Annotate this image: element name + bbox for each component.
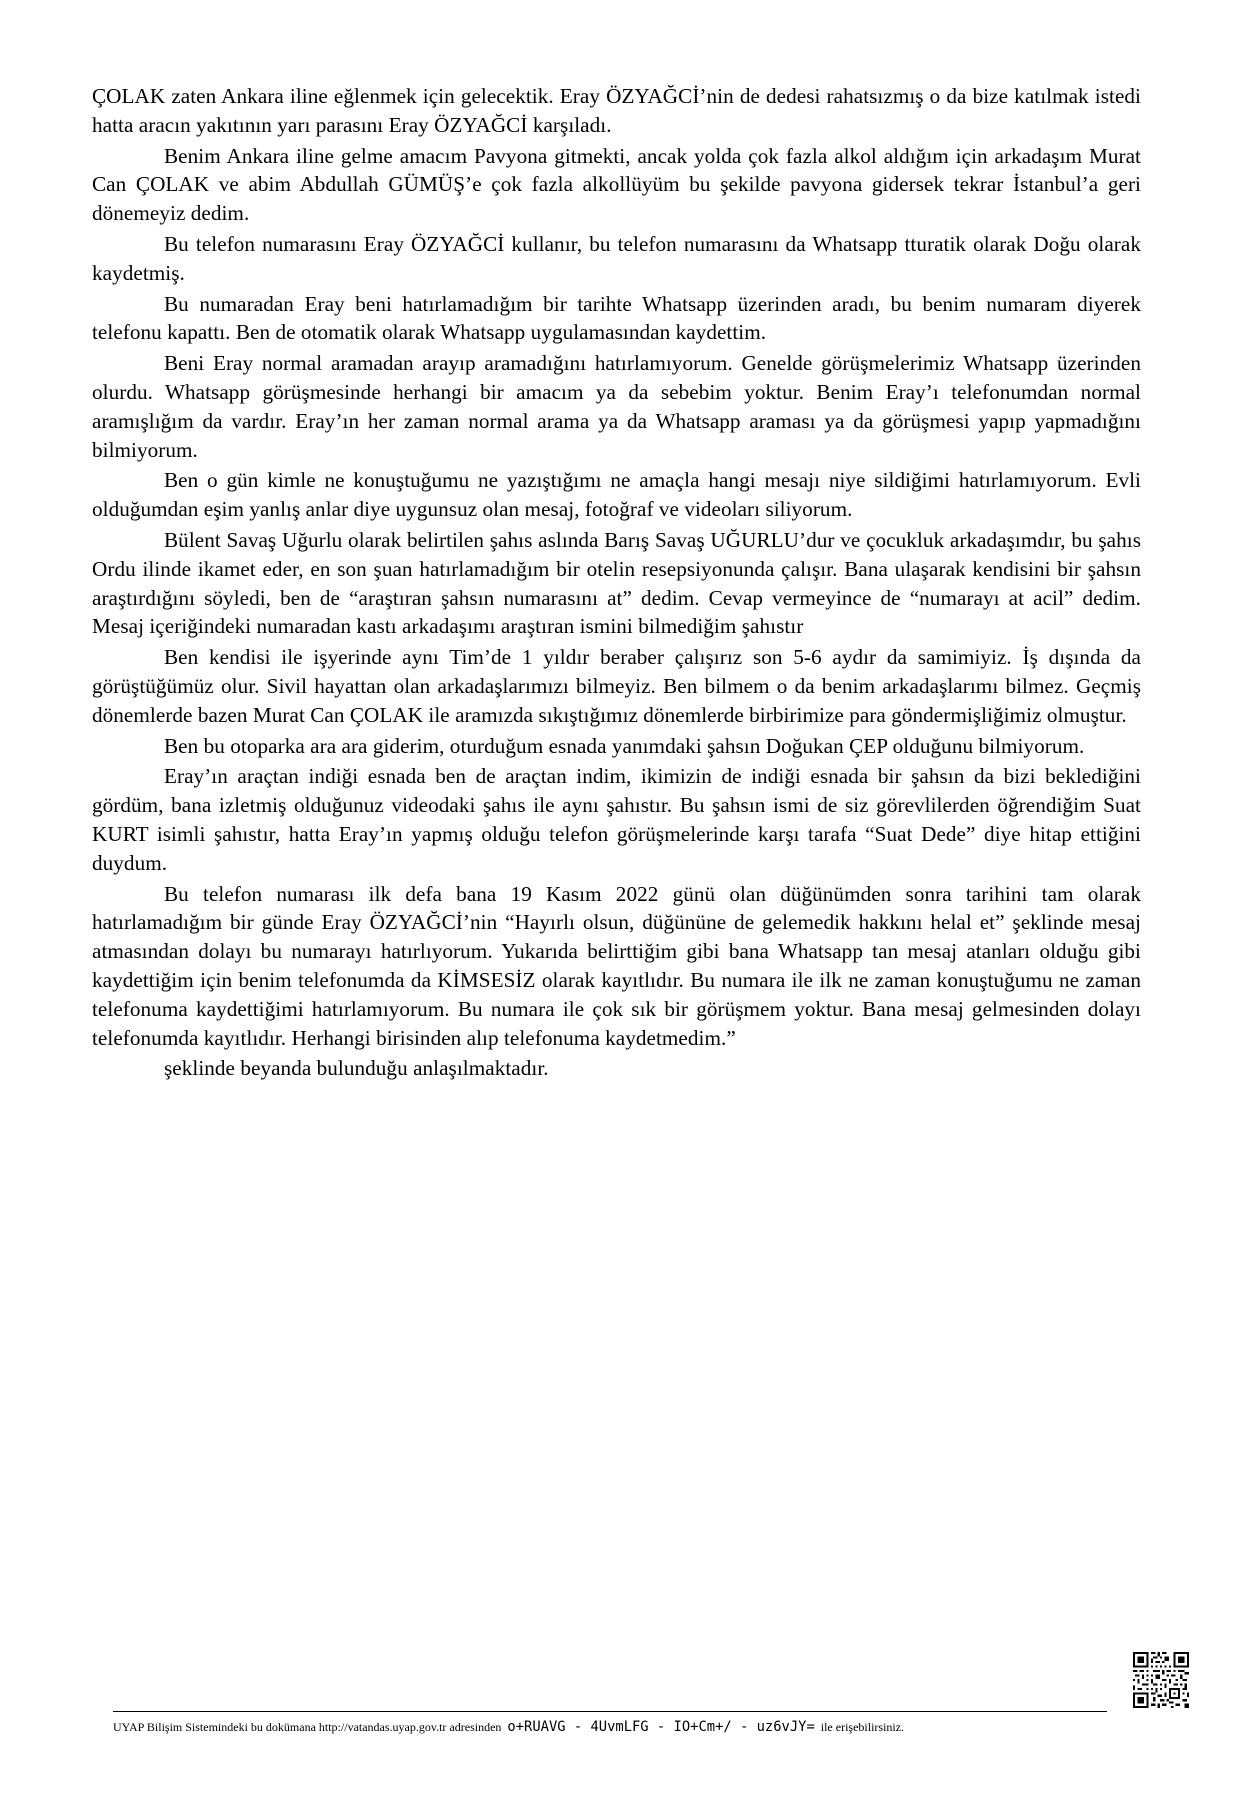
document-verification-code: o+RUAVG - 4UvmLFG - IO+Cm+/ - uz6vJY= [507, 1719, 815, 1735]
paragraph: Bu telefon numarasını Eray ÖZYAĞCİ kullanır, bu telefon numarasını da Whatsapp tturatik olarak Doğu olarak kaydetmiş. [92, 231, 1141, 285]
footer-suffix: ile erişebilirsiniz. [820, 1720, 905, 1734]
paragraph: Bülent Savaş Uğurlu olarak belirtilen şahıs aslında Barış Savaş UĞURLU’dur ve çocukluk arkadaşımdır, bu şahıs Ordu ilinde ikamet eder, en son şuan hatırlamadığım bir otelin resepsiyonunda çalışır. Bana ulaşarak kendisini bir şahsın araştırdığını söyledi, ben de “araştıran şahsın numarasını at” dedim. Cevap vermeyince de “numarayı at acil” dedim. Mesaj içeriğindeki numaradan kastı arkadaşımı araştıran ismini bilmediğim şahıstır [92, 527, 1141, 639]
footer-prefix: UYAP Bilişim Sistemindeki bu dokümana http://vatandas.uyap.gov.tr adresinden [113, 1720, 502, 1734]
document-body [92, 82, 1141, 1085]
footer-divider [113, 1711, 1107, 1712]
paragraph: Ben o gün kimle ne konuştuğumu ne yazıştığımı ne amaçla hangi mesajı niye sildiğimi hatırlamıyorum. Evli olduğumdan eşim yanlış anlar diye uygunsuz olan mesaj, fotoğraf ve videoları siliyorum. [92, 468, 1141, 522]
paragraph: şeklinde beyanda bulunduğu anlaşılmaktadır. [164, 1056, 549, 1081]
paragraph: Benim Ankara iline gelme amacım Pavyona gitmekti, ancak yolda çok fazla alkol aldığım için arkadaşım Murat Can ÇOLAK ve abim Abdullah GÜMÜŞ’e çok fazla alkollüyüm bu şekilde pavyona gidersek tekrar İstanbul’a geri dönemeyiz dedim. [92, 143, 1141, 226]
footer [113, 1719, 1113, 1735]
qr-code-icon [1133, 1652, 1189, 1708]
paragraph: Beni Eray normal aramadan arayıp aramadığını hatırlamıyorum. Genelde görüşmelerimiz Whatsapp üzerinden olurdu. Whatsapp görüşmesinde herhangi bir amacım ya da sebebim yoktur. Benim Eray’ı telefonumdan normal aramışlığım da vardır. Eray’ın her zaman normal arama ya da Whatsapp araması ya da görüşmesi yapıp yapmadığını bilmiyorum. [92, 351, 1141, 462]
paragraph: ÇOLAK zaten Ankara iline eğlenmek için gelecektik. Eray ÖZYAĞCİ’nin de dedesi rahatsızmış o da bize katılmak istedi hatta aracın yakıtının yarı parasını Eray ÖZYAĞCİ karşıladı. [92, 84, 1141, 137]
paragraph: Eray’ın araçtan indiği esnada ben de araçtan indim, ikimizin de indiği esnada bir şahsın da bizi beklediğini gördüm, bana izletmiş olduğunuz videodaki şahıs ile aynı şahıstır. Bu şahsın ismi de siz görevlilerden öğrendiğim Suat KURT isimli şahıstır, hatta Eray’ın yapmış olduğu telefon görüşmelerinde karşı tarafa “Suat Dede” diye hitap ettiğini duydum. [92, 764, 1141, 875]
paragraph: Ben kendisi ile işyerinde aynı Tim’de 1 yıldır beraber çalışırız son 5-6 aydır da samimiyiz. İş dışında da görüştüğümüz olur. Sivil hayattan olan arkadaşlarımızı bilmeyiz. Ben bilmem o da benim arkadaşlarımı bilmez. Geçmiş dönemlerde bazen Murat Can ÇOLAK ile aramızda sıkıştığımız dönemlerde birbirimize para göndermişliğimiz olmuştur. [92, 645, 1141, 727]
paragraph: Bu telefon numarası ilk defa bana 19 Kasım 2022 günü olan düğünümden sonra tarihini tam olarak hatırlamadığım bir günde Eray ÖZYAĞCİ’nin “Hayırlı olsun, düğününe de gelemedik hakkını helal et” şeklinde mesaj atmasından dolayı bu numarayı hatırlıyorum. Yukarıda belirttiğim gibi bana Whatsapp tan mesaj atanları olduğu gibi kaydettiğim için benim telefonumda da KİMSESİZ olarak kayıtlıdır. Bu numara ile ilk ne zaman konuştuğumu ne zaman telefonuma kaydettiğimi hatırlamıyorum. Bu numara ile çok sık bir görüşmem yoktur. Bana mesaj gelmesinden dolayı telefonumda kayıtlıdır. Herhangi birisinden alıp telefonuma kaydetmedim.” [92, 881, 1141, 1050]
paragraph: Bu numaradan Eray beni hatırlamadığım bir tarihte Whatsapp üzerinden aradı, bu benim numaram diyerek telefonu kapattı. Ben de otomatik olarak Whatsapp uygulamasından kaydettim. [92, 291, 1141, 345]
paragraph: Ben bu otoparka ara ara giderim, oturduğum esnada yanımdaki şahsın Doğukan ÇEP olduğunu bilmiyorum. [164, 733, 1085, 758]
